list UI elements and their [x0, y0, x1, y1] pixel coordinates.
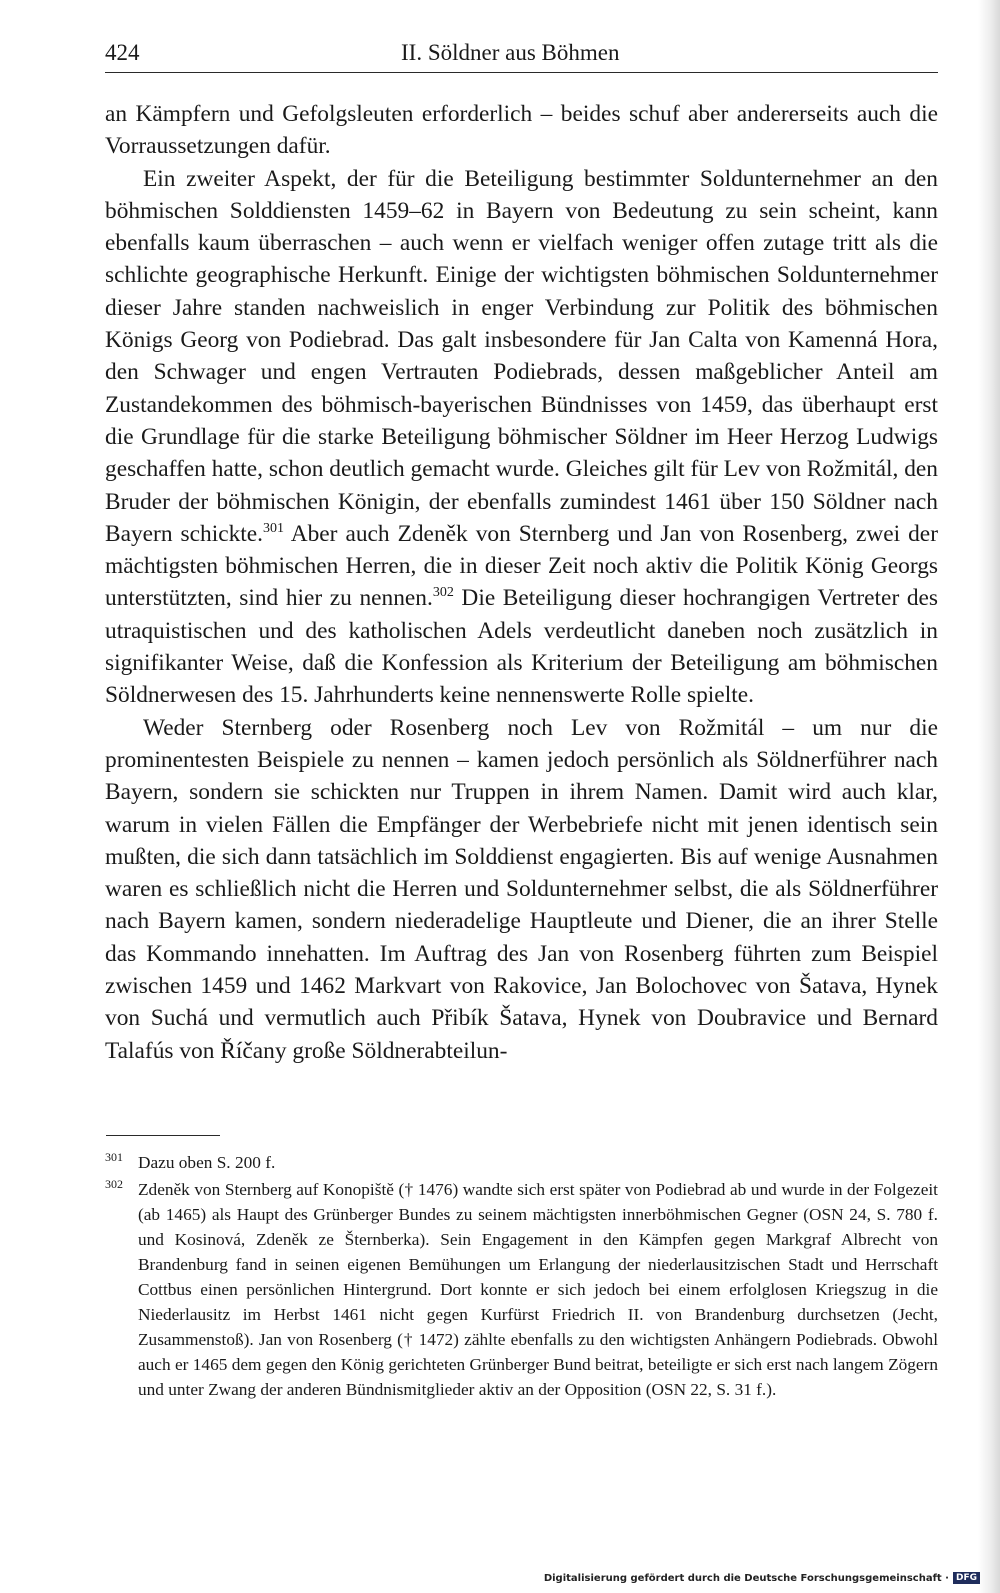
footnote-divider: [106, 1135, 220, 1136]
running-title: II. Söldner aus Böhmen: [401, 40, 620, 65]
footnote-302: [105, 1177, 938, 1402]
paragraph-1: an Kämpfern und Gefolgsleuten erforderlich – beides schuf aber andererseits auch die Vorraussetzungen dafür.: [105, 101, 938, 160]
paragraph-2-part-a: Ein zweiter Aspekt, der für die Beteiligung bestimmter Soldunternehmer an den böhmischen Solddiensten 1459–62 in Bayern von Bedeutung zu sein scheint, kann ebenfalls kaum überraschen – auch wenn er vielfach weniger offen zutage tritt als die schlichte geographische Herkunft. Einige der wichtigsten böhmischen Soldunternehmer dieser Jahre standen nachweislich in enger Verbindung zur Politik des böhmischen Königs Georg von Podiebrad. Das galt insbesondere für Jan Calta von Kamenná Hora, den Schwager und engen Vertrauten Podiebrads, dessen maßgeblicher Anteil am Zustandekommen des böhmisch-bayerischen Bündnisses von 1459, das überhaupt erst die Grundlage für die starke Beteiligung böhmischer Söldner im Heer Herzog Ludwigs geschaffen hatte, schon deutlich gemacht wurde. Gleiches gilt für Lev von Rožmitál, den Bruder der böhmischen Königin, der ebenfalls zumindest 1461 über 150 Söldner nach Bayern schickte.: [105, 165, 938, 547]
footnote-ref-302[interactable]: 302: [432, 585, 454, 601]
dfg-logo: DFG: [953, 1572, 980, 1584]
digitization-credit: [544, 1572, 980, 1584]
page-edge-shadow: [978, 0, 1000, 1593]
footnote-number: 301: [105, 1150, 123, 1164]
paragraph-2-part-c: Die Beteiligung dieser hochrangigen Vertreter des utraquistischen und des katholischen Adels verdeutlicht daneben noch zusätzlich in signifikanter Weise, daß die Konfession als Kriterium der Beteiligung am böhmischen Söldnerwesen des 15. Jahrhunderts keine nennenswerte Rolle spielte.: [105, 585, 938, 709]
paragraph-2: [105, 163, 938, 712]
footnote-number: 302: [105, 1177, 123, 1191]
footnote-text: Dazu oben S. 200 f.: [138, 1153, 276, 1172]
paragraph-3: Weder Sternberg oder Rosenberg noch Lev von Rožmitál – um nur die prominentesten Beispiele zu nennen – kamen jedoch persönlich als Söldnerführer nach Bayern, sondern sie schickten nur Truppen in ihrem Namen. Damit wird auch klar, warum in vielen Fällen die Empfänger der Werbebriefe nicht mit jenen identisch sein mußten, die sich dann tatsächlich im Solddienst engagierten. Bis auf wenige Ausnahmen waren es schließlich nicht die Herren und Soldunternehmer selbst, die als Söldnerführer nach Bayern kamen, sondern niederadelige Hauptleute und Diener, die an ihrer Stelle das Kommando innehatten. Im Auftrag des Jan von Rosenberg führten zum Beispiel zwischen 1459 und 1462 Markvart von Rakovice, Jan Bolochovec von Šatava, Hynek von Suchá und vermutlich auch Přibík Šatava, Hynek von Doubravice und Bernard Talafús von Říčany große Söldnerabteilun-: [105, 714, 938, 1064]
footnote-ref-301[interactable]: 301: [263, 520, 285, 536]
running-head: [105, 38, 938, 73]
paragraph-2-part-b: Aber auch Zdeněk von Sternberg und Jan von Rosenberg, zwei der mächtigsten böhmischen Herren, die in dieser Zeit noch aktiv die Politik König Georgs unterstützten, sind hier zu nennen.: [105, 520, 938, 612]
footnote-text: Zdeněk von Sternberg auf Konopiště († 1476) wandte sich erst später von Podiebrad ab und wurde in der Folgezeit (ab 1465) als Haupt des Grünberger Bundes zu seinem mächtigsten innerböhmischen Gegner (OSN 24, S. 780 f. und Kosinová, Zdeněk ze Šternberka). Sein Engagement in den Kämpfen gegen Markgraf Albrecht von Brandenburg fand in seinen eigenen Bemühungen um Erlangung der niederlausitzischen Stadt und Herrschaft Cottbus einen persönlichen Hintergrund. Dort konnte er sich jedoch bei einem erfolglosen Kriegszug in die Niederlausitz im Herbst 1461 nicht gegen Kurfürst Friedrich II. von Brandenburg durchsetzen (Jecht, Zusammenstoß). Jan von Rosenberg († 1472) zählte ebenfalls zu den wichtigsten Anhängern Podiebrads. Obwohl auch er 1465 dem gegen den König gerichteten Grünberger Bund beitrat, beteiligte er sich erst nach langem Zögern und unter Zwang der anderen Bündnismitglieder aktiv an der Opposition (OSN 22, S. 31 f.).: [138, 1180, 938, 1399]
footnotes: [105, 1150, 938, 1404]
footnote-301: [105, 1150, 938, 1175]
page-number: 424: [105, 40, 140, 65]
body-text: [105, 98, 938, 1067]
credit-text: Digitalisierung gefördert durch die Deutsche Forschungsgemeinschaft ·: [543, 1573, 949, 1584]
